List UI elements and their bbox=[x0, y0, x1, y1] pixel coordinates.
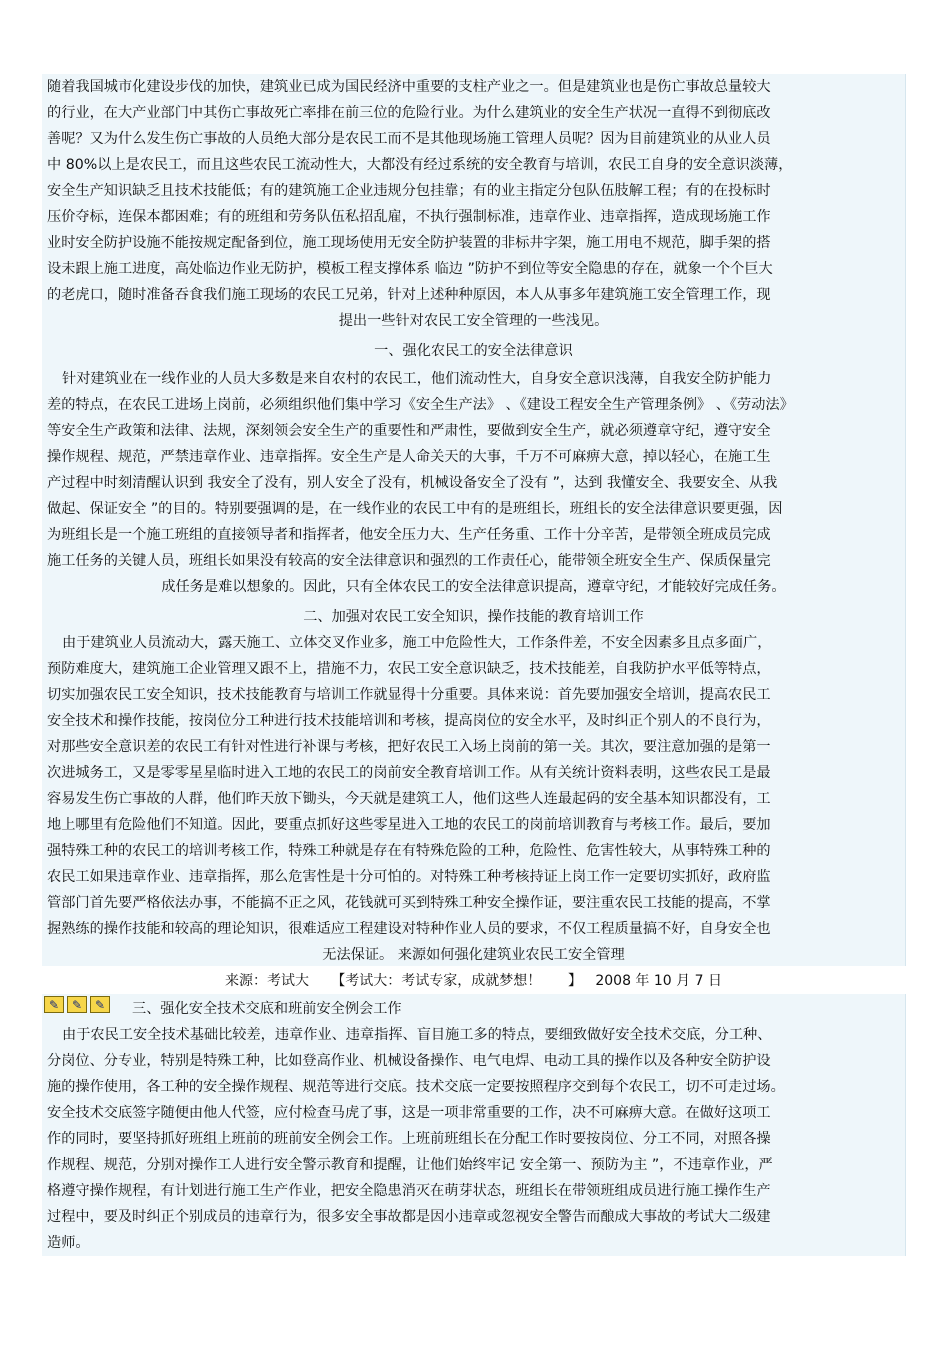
text-line: 次进城务工，又是零零星星临时进入工地的农民工的岗前安全教育培训工作。从有关统计资料表明，这些农民工是最 bbox=[47, 765, 771, 781]
text-line: 产过程中时刻清醒认识到 我安全了没有，别人安全了没有，机械设备安全了没有 ”，达到 我懂安全、我要安全、从我 bbox=[47, 475, 778, 491]
text-line: 压价夺标，连保本都困难；有的班组和劳务队伍私招乱雇，不执行强制标准，违章作业、违章指挥，造成现场施工作 bbox=[47, 209, 771, 225]
section-heading-2: 二、加强对农民工安全知识，操作技能的教育培训工作 bbox=[303, 609, 644, 625]
text-line: 格遵守操作规程，有计划进行施工生产作业，把安全隐患消灭在萌芽状态，班组长在带领班组成员进行施工操作生产 bbox=[47, 1183, 771, 1199]
text-line: 设未跟上施工进度，高处临边作业无防护，模板工程支撑体系 临边 ”防护不到位等安全隐患的存在，就象一个个巨大 bbox=[47, 261, 773, 277]
text-line: 对那些安全意识差的农民工有针对性进行补课与考核，把好农民工入场上岗前的第一关。其次，要注意加强的是第一 bbox=[47, 739, 771, 755]
nav-icon-group bbox=[44, 996, 110, 1013]
section-heading-1: 一、强化农民工的安全法律意识 bbox=[374, 343, 573, 359]
text-line: 等安全生产政策和法律、法规，深刻领会安全生产的重要性和严肃性，要做到安全生产，就必须遵章守纪，遵守安全 bbox=[47, 423, 771, 439]
text-line: 施工任务的关键人员，班组长如果没有较高的安全法律意识和强烈的工作责任心，能带领全班安全生产、保质保量完 bbox=[47, 553, 771, 569]
text-line: 差的特点，在农民工进场上岗前，必须组织他们集中学习《安全生产法》 、《建设工程安全生产管理条例》 、《劳动法》 bbox=[47, 397, 794, 413]
nav-icon-2[interactable]: ✎ bbox=[67, 996, 87, 1013]
text-line: 无法保证。 来源如何强化建筑业农民工安全管理 bbox=[322, 947, 625, 963]
text-line: 由于农民工安全技术基础比较差，违章作业、违章指挥、盲目施工多的特点，要细致做好安全技术交底，分工种、 bbox=[62, 1027, 772, 1043]
text-line: 做起、保证安全 ”的目的。特别要强调的是，在一线作业的农民工中有的是班组长，班组长的安全法律意识要更强，因 bbox=[47, 501, 783, 517]
text-line: 中 80%以上是农民工，而且这些农民工流动性大，大都没有经过系统的安全教育与培训，农民工自身的安全意识淡薄， bbox=[47, 157, 793, 173]
text-line: 善呢？又为什么发生伤亡事故的人员绝大部分是农民工而不是其他现场施工管理人员呢？因为目前建筑业的从业人员 bbox=[47, 131, 771, 147]
text-line: 随着我国城市化建设步伐的加快，建筑业已成为国民经济中重要的支柱产业之一。但是建筑业也是伤亡事故总量较大 bbox=[47, 79, 771, 95]
text-line: 地上哪里有危险他们不知道。因此，要重点抓好这些零星进入工地的农民工的岗前培训教育与考核工作。最后，要加 bbox=[47, 817, 771, 833]
text-line: 作的同时，要坚持抓好班组上班前的班前安全例会工作。上班前班组长在分配工作时要按岗位、分工不同，对照各操 bbox=[47, 1131, 771, 1147]
section-heading-3: 三、强化安全技术交底和班前安全例会工作 bbox=[132, 1001, 402, 1017]
text-line: 作规程、规范，分别对操作工人进行安全警示教育和提醒，让他们始终牢记 安全第一、预防为主 ”，不违章作业，严 bbox=[47, 1157, 773, 1173]
text-line: 管部门首先要严格依法办事，不能搞不正之风，花钱就可买到特殊工种安全操作证，要注重农民工技能的提高，不掌 bbox=[47, 895, 771, 911]
text-line: 农民工如果违章作业、违章指挥，那么危害性是十分可怕的。对特殊工种考核持证上岗工作一定要切实抓好，政府监 bbox=[47, 869, 771, 885]
text-line: 造师。 bbox=[47, 1235, 90, 1251]
text-line: 由于建筑业人员流动大，露天施工、立体交叉作业多，施工中危险性大，工作条件差，不安全因素多且点多面广， bbox=[62, 635, 772, 651]
text-line: 安全生产知识缺乏且技术技能低；有的建筑施工企业违规分包挂靠；有的业主指定分包队伍肢解工程；有的在投标时 bbox=[47, 183, 771, 199]
text-line: 成任务是难以想象的。因此，只有全体农民工的安全法律意识提高，遵章守纪，才能较好完成任务。 bbox=[161, 579, 786, 595]
text-line: 切实加强农民工安全知识，技术技能教育与培训工作就显得十分重要。具体来说：首先要加强安全培训，提高农民工 bbox=[47, 687, 771, 703]
text-line: 针对建筑业在一线作业的人员大多数是来自农村的农民工，他们流动性大，自身安全意识浅薄，自我安全防护能力 bbox=[62, 371, 772, 387]
text-line: 为班组长是一个施工班组的直接领导者和指挥者，他安全压力大、生产任务重、工作十分辛苦，是带领全班成员完成 bbox=[47, 527, 771, 543]
text-line: 的行业，在大产业部门中其伤亡事故死亡率排在前三位的危险行业。为什么建筑业的安全生产状况一直得不到彻底改 bbox=[47, 105, 771, 121]
text-line: 容易发生伤亡事故的人群，他们昨天放下锄头，今天就是建筑工人，他们这些人连最起码的安全基本知识都没有，工 bbox=[47, 791, 771, 807]
text-line: 握熟练的操作技能和较高的理论知识，很难适应工程建设对特种作业人员的要求，不仅工程质量搞不好，自身安全也 bbox=[47, 921, 771, 937]
nav-icon-1[interactable]: ✎ bbox=[44, 996, 64, 1013]
text-line: 过程中，要及时纠正个别成员的违章行为，很多安全事故都是因小违章或忽视安全警告而酿成大事故的考试大二级建 bbox=[47, 1209, 771, 1225]
text-line: 提出一些针对农民工安全管理的一些浅见。 bbox=[338, 313, 609, 329]
text-line: 操作规程、规范，严禁违章作业、违章指挥。安全生产是人命关天的大事，千万不可麻痹大意，掉以轻心，在施工生 bbox=[47, 449, 771, 465]
text-line: 安全技术交底签字随便由他人代签，应付检查马虎了事，这是一项非常重要的工作，决不可麻痹大意。在做好这项工 bbox=[47, 1105, 771, 1121]
text-line: 业时安全防护设施不能按规定配备到位，施工现场使用无安全防护装置的非标井字架，施工用电不规范，脚手架的搭 bbox=[47, 235, 771, 251]
nav-icon-3[interactable]: ✎ bbox=[90, 996, 110, 1013]
text-line: 预防难度大，建筑施工企业管理又跟不上，措施不力，农民工安全意识缺乏，技术技能差，自我防护水平低等特点， bbox=[47, 661, 771, 677]
text-line: 的老虎口，随时准备吞食我们施工现场的农民工兄弟，针对上述种种原因，本人从事多年建筑施工安全管理工作，现 bbox=[47, 287, 771, 303]
text-line: 强特殊工种的农民工的培训考核工作，特殊工种就是存在有特殊危险的工种，危险性、危害性较大，从事特殊工种的 bbox=[47, 843, 771, 859]
text-line: 施的操作使用，各工种的安全操作规程、规范等进行交底。技术交底一定要按照程序交到每个农民工，切不可走过场。 bbox=[47, 1079, 785, 1095]
source-line: 来源：考试大 【考试大：考试专家，成就梦想！ 】 2008 年 10 月 7 日 bbox=[225, 973, 722, 989]
text-line: 安全技术和操作技能，按岗位分工种进行技术技能培训和考核，提高岗位的安全水平，及时纠正个别人的不良行为， bbox=[47, 713, 771, 729]
text-line: 分岗位、分专业，特别是特殊工种，比如登高作业、机械设备操作、电气电焊、电动工具的操作以及各种安全防护设 bbox=[47, 1053, 771, 1069]
